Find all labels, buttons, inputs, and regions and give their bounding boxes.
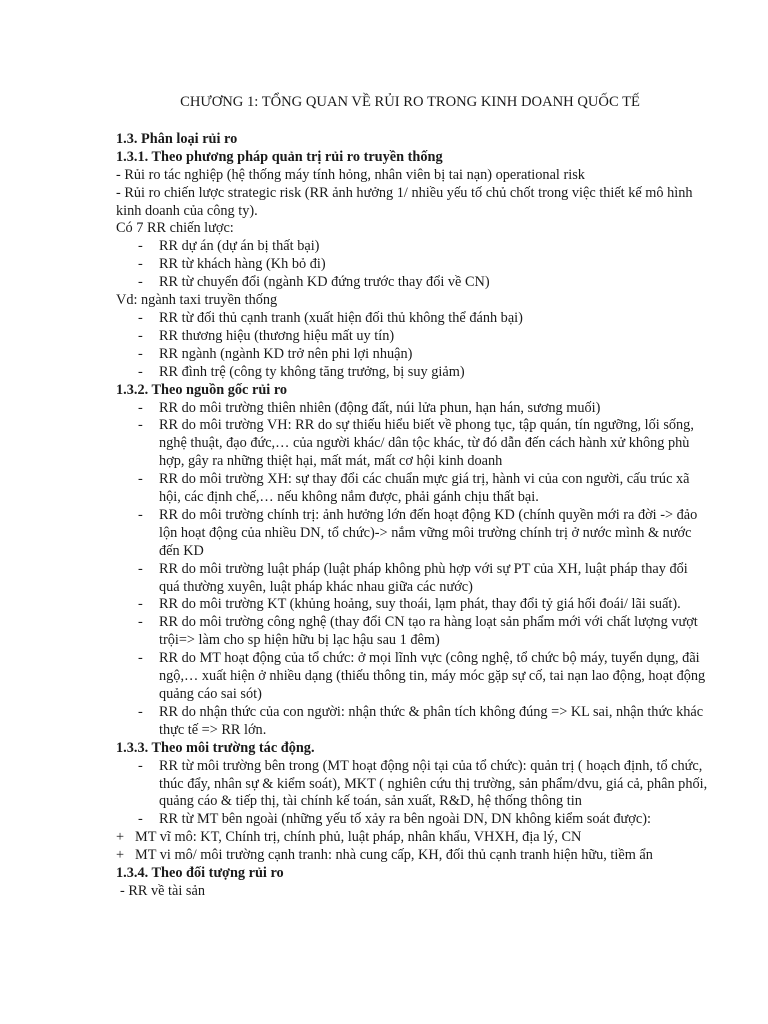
dash-marker: - <box>138 811 143 828</box>
dash-marker: - <box>138 399 143 416</box>
dash-marker: - <box>138 703 143 720</box>
list-item-text: RR do MT hoạt động của tổ chức: ở mọi lĩnh vực (công nghệ, tổ chức bộ máy, tuyển dụng, đãi ngộ,… xuất hiện ở nhiều dạng (thiếu thông tin, máy móc gặp sự cố, tai nạn lao động, hoạt động quảng cáo sai sót) <box>159 650 706 702</box>
list-item-text: MT vi mô/ môi trường cạnh tranh: nhà cung cấp, KH, đối thủ cạnh tranh hiện hữu, tiềm ẩn <box>135 847 653 864</box>
section-1-3-3-heading: 1.3.3. Theo môi trường tác động. <box>116 739 315 756</box>
list-item-text: RR ngành (ngành KD trở nên phi lợi nhuận) <box>159 345 413 362</box>
paragraph-line: - Rủi ro chiến lược strategic risk (RR ảnh hưởng 1/ nhiều yếu tố chủ chốt trong việc thiết kế mô hình kinh doanh của công ty). <box>116 184 693 219</box>
list-item <box>140 650 708 704</box>
dash-marker: - <box>138 309 143 326</box>
list-item-text: MT vĩ mô: KT, Chính trị, chính phủ, luật pháp, nhân khẩu, VHXH, địa lý, CN <box>135 829 582 846</box>
list-item <box>140 328 708 346</box>
list-item-text: RR do nhận thức của con người: nhận thức & phân tích không đúng => KL sai, nhận thức khác thực tế => RR lớn. <box>159 703 704 738</box>
dash-marker: - <box>138 327 143 344</box>
dash-marker: - <box>138 345 143 362</box>
section-1-3-2-heading: 1.3.2. Theo nguồn gốc rủi ro <box>116 381 288 398</box>
plus-marker: + <box>116 829 125 846</box>
plus-marker: + <box>116 847 125 864</box>
list-item <box>140 256 708 274</box>
dash-marker: - <box>138 757 143 774</box>
list-item <box>140 364 708 382</box>
list-item-text: RR đình trệ (công ty không tăng trưởng, bị suy giảm) <box>159 363 465 380</box>
paragraph-line: Có 7 RR chiến lược: <box>116 220 234 237</box>
list-item-text: RR thương hiệu (thương hiệu mất uy tín) <box>159 327 395 344</box>
dash-marker: - <box>138 506 143 523</box>
list-item-text: RR dự án (dự án bị thất bại) <box>159 238 320 255</box>
dash-marker: - <box>138 614 143 631</box>
list-item <box>140 346 708 364</box>
list-item-text: RR do môi trường KT (khủng hoảng, suy thoái, lạm phát, thay đổi tỷ giá hối đoái/ lãi suất). <box>159 596 681 613</box>
section-1-3-1-heading: 1.3.1. Theo phương pháp quản trị rủi ro truyền thống <box>116 148 443 165</box>
dash-marker: - <box>138 596 143 613</box>
dash-marker: - <box>138 560 143 577</box>
dash-marker: - <box>138 417 143 434</box>
list-item <box>140 561 708 597</box>
section-1-3-4-heading: 1.3.4. Theo đối tượng rủi ro <box>116 865 284 882</box>
section-1-3-heading: 1.3. Phân loại rủi ro <box>116 130 238 147</box>
list-item <box>140 704 708 740</box>
list-item-text: RR do môi trường chính trị: ảnh hưởng lớn đến hoạt động KD (chính quyền mới ra đời -> đảo lộn hoạt động của nhiều DN, tổ chức)-> nắm vững môi trường chính trị ở nước mình & nước đến KD <box>159 506 698 559</box>
list-item <box>140 811 708 829</box>
dash-marker: - <box>138 650 143 667</box>
dash-marker: - <box>138 238 143 255</box>
chapter-title: CHƯƠNG 1: TỔNG QUAN VỀ RỦI RO TRONG KINH DOANH QUỐC TẾ <box>180 94 640 110</box>
list-item-text: RR từ chuyển đổi (ngành KD đứng trước thay đổi về CN) <box>159 274 490 291</box>
list-item <box>140 238 708 256</box>
list-item <box>140 596 708 614</box>
paragraph-line: - Rủi ro tác nghiệp (hệ thống máy tính hỏng, nhân viên bị tai nạn) operational risk <box>116 166 585 183</box>
example-line: Vd: ngành taxi truyền thống <box>116 292 278 309</box>
list-item <box>140 274 708 292</box>
list-item-text: RR từ đối thủ cạnh tranh (xuất hiện đối thủ không thể đánh bại) <box>159 309 523 326</box>
list-item <box>140 310 708 328</box>
list-item-text: RR từ MT bên ngoài (những yếu tố xảy ra bên ngoài DN, DN không kiểm soát được): <box>159 811 651 828</box>
list-item-text: RR do môi trường XH: sự thay đổi các chuẩn mực giá trị, hành vi của con người, cấu trúc xã hội, các định chế,… nếu không nắm được, phải gánh chịu thất bại. <box>159 471 690 506</box>
dash-marker: - <box>138 363 143 380</box>
list-item <box>140 400 708 418</box>
list-item-text: RR từ khách hàng (Kh bỏ đi) <box>159 256 326 273</box>
list-item <box>140 471 708 507</box>
list-item <box>116 847 708 865</box>
list-item-text: RR do môi trường VH: RR do sự thiếu hiểu biết về phong tục, tập quán, tín ngưỡng, lối sống, nghệ thuật, đạo đức,… của người khác/ dân tộc khác, từ đó dẫn đến cách hành xử không phù hợp, gây ra những thiệt hại, mất mát, mất cơ hội kinh doanh <box>159 417 694 470</box>
list-item <box>116 829 708 847</box>
list-item <box>140 417 708 471</box>
dash-marker: - <box>138 471 143 488</box>
list-item <box>140 614 708 650</box>
list-item <box>140 507 708 561</box>
list-item-text: RR từ môi trường bên trong (MT hoạt động nội tại của tổ chức): quản trị ( hoạch định, tổ chức, thúc đẩy, nhân sự & kiểm soát), MKT ( nghiên cứu thị trường, sản phẩm/dvu, giá cả, phân phối, quảng cáo & tiếp thị, tài chính kế toán, sản xuất, R&D, hệ thống thông tin <box>159 757 708 810</box>
dash-marker: - <box>138 256 143 273</box>
dash-marker: - <box>138 274 143 291</box>
list-item-text: RR do môi trường thiên nhiên (động đất, núi lửa phun, hạn hán, sương muối) <box>159 399 601 416</box>
paragraph-line: - RR về tài sản <box>120 882 205 899</box>
list-item-text: RR do môi trường luật pháp (luật pháp không phù hợp với sự PT của XH, luật pháp thay đổi quá thường xuyên, luật pháp khác nhau giữa các nước) <box>159 560 688 595</box>
list-item-text: RR do môi trường công nghệ (thay đổi CN tạo ra hàng loạt sản phẩm mới với chất lượng vượt trội=> làm cho sp hiện hữu bị lạc hậu sau 1 đêm) <box>159 614 698 649</box>
list-item <box>140 758 708 812</box>
